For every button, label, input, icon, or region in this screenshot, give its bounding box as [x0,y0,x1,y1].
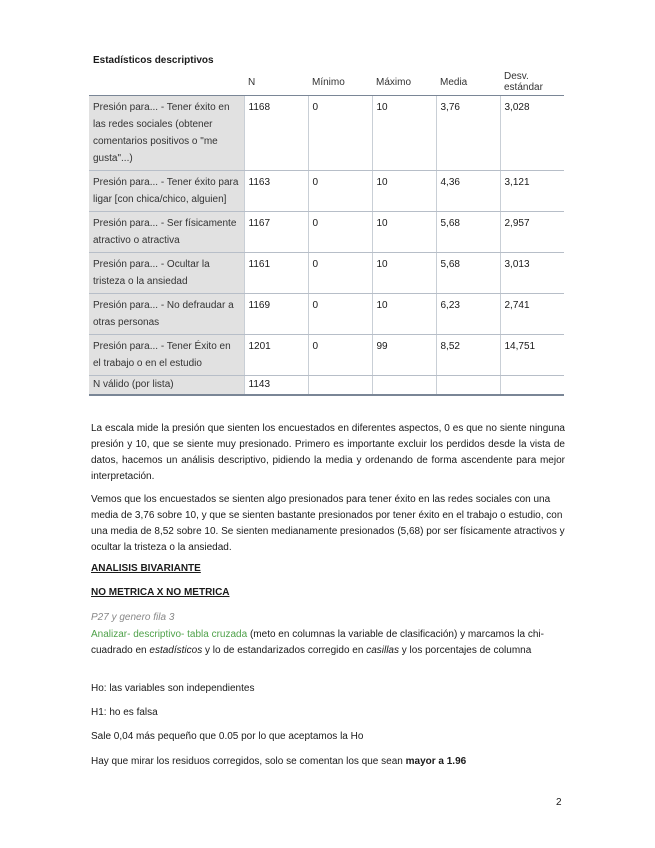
residuals-line [91,756,466,767]
header-n: N [244,70,308,96]
residuals-threshold: mayor a 1.96 [405,756,467,767]
cell-media: 6,23 [436,294,500,335]
cell-n: 1169 [244,294,308,335]
cell-max: 99 [372,335,436,376]
table-row [89,171,564,212]
header-desv: Desv. estándar [500,70,564,96]
cell-max: 10 [372,253,436,294]
result-line: Sale 0,04 más pequeño que 0.05 por lo que aceptamos la Ho [91,731,364,742]
cell-max: 10 [372,212,436,253]
table-row [89,96,564,171]
paragraph-results: Vemos que los encuestados se sienten algo presionados para tener éxito en las redes sociales con una media de 3,76 sobre 10, y que se sienten bastante presionados por tener éxito en el trabajo o estudio, con una media de 8,52 sobre 10. Se sienten medianamente presionados (5,68) por ser físicamente atractivos y ocultar la tristeza o la ansiedad. [91,494,565,553]
row-label: N válido (por lista) [89,376,244,396]
cell-empty [372,376,436,396]
descriptive-stats-table [89,70,564,396]
cell-desv: 14,751 [500,335,564,376]
table-header-row [89,70,564,96]
cell-empty [308,376,372,396]
heading-no-metrica: NO METRICA X NO METRICA [91,587,230,598]
header-minimo: Mínimo [308,70,372,96]
cell-n: 1201 [244,335,308,376]
analizar-text-2: y lo de estandarizados corregido en [202,645,367,656]
cell-desv: 3,013 [500,253,564,294]
residuals-text: Hay que mirar los residuos corregidos, solo se comentan los que sean [91,756,406,767]
p27-note: P27 y genero fila 3 [91,612,175,623]
cell-empty [436,376,500,396]
page-number: 2 [556,797,562,808]
analizar-instructions [91,627,565,659]
cell-media: 5,68 [436,253,500,294]
table-row [89,212,564,253]
table-row [89,294,564,335]
cell-min: 0 [308,294,372,335]
row-label: Presión para... - Tener éxito en las redes sociales (obtener comentarios positivos o "me gusta"...) [89,96,244,171]
cell-n: 1161 [244,253,308,294]
heading-bivariante: ANALISIS BIVARIANTE [91,563,201,574]
cell-n: 1143 [244,376,308,396]
row-label: Presión para... - Tener Éxito en el trabajo o en el estudio [89,335,244,376]
cell-media: 8,52 [436,335,500,376]
header-empty-cell [89,70,244,96]
cell-desv: 3,028 [500,96,564,171]
cell-max: 10 [372,96,436,171]
valid-n-row [89,376,564,396]
cell-desv: 2,741 [500,294,564,335]
cell-max: 10 [372,171,436,212]
table-title: Estadísticos descriptivos [93,55,214,66]
cell-media: 3,76 [436,96,500,171]
cell-min: 0 [308,171,372,212]
cell-min: 0 [308,212,372,253]
table-row [89,253,564,294]
analizar-text-1: (meto en columnas la variable de clasificación) y marcamos la chi-cuadrado en [91,629,544,656]
table-row [89,335,564,376]
cell-n: 1167 [244,212,308,253]
header-maximo: Máximo [372,70,436,96]
cell-desv: 3,121 [500,171,564,212]
hypothesis-ho: Ho: las variables son independientes [91,683,255,694]
cell-n: 1168 [244,96,308,171]
menu-path: Analizar- descriptivo- tabla cruzada [91,629,248,640]
cell-min: 0 [308,335,372,376]
cell-empty [500,376,564,396]
row-label: Presión para... - Ser físicamente atractivo o atractiva [89,212,244,253]
cell-media: 4,36 [436,171,500,212]
row-label: Presión para... - No defraudar a otras personas [89,294,244,335]
analizar-italic-1: estadísticos [149,645,203,656]
cell-max: 10 [372,294,436,335]
row-label: Presión para... - Tener éxito para ligar [con chica/chico, alguien] [89,171,244,212]
hypothesis-h1: H1: ho es falsa [91,707,158,718]
header-media: Media [436,70,500,96]
paragraph-scale-description: La escala mide la presión que sienten los encuestados en diferentes aspectos, 0 es que no siente ninguna presión y 10, que se siente muy presionado. Primero es importante excluir los perdidos desde la vista de datos, hacemos un análisis descriptivo, pidiendo la media y ordenando de forma ascendente para mejor interpretación. [91,423,565,482]
analizar-italic-2: casillas [366,645,399,656]
row-label: Presión para... - Ocultar la tristeza o la ansiedad [89,253,244,294]
cell-min: 0 [308,253,372,294]
cell-n: 1163 [244,171,308,212]
cell-min: 0 [308,96,372,171]
cell-desv: 2,957 [500,212,564,253]
cell-media: 5,68 [436,212,500,253]
analizar-text-3: y los porcentajes de columna [399,645,532,656]
